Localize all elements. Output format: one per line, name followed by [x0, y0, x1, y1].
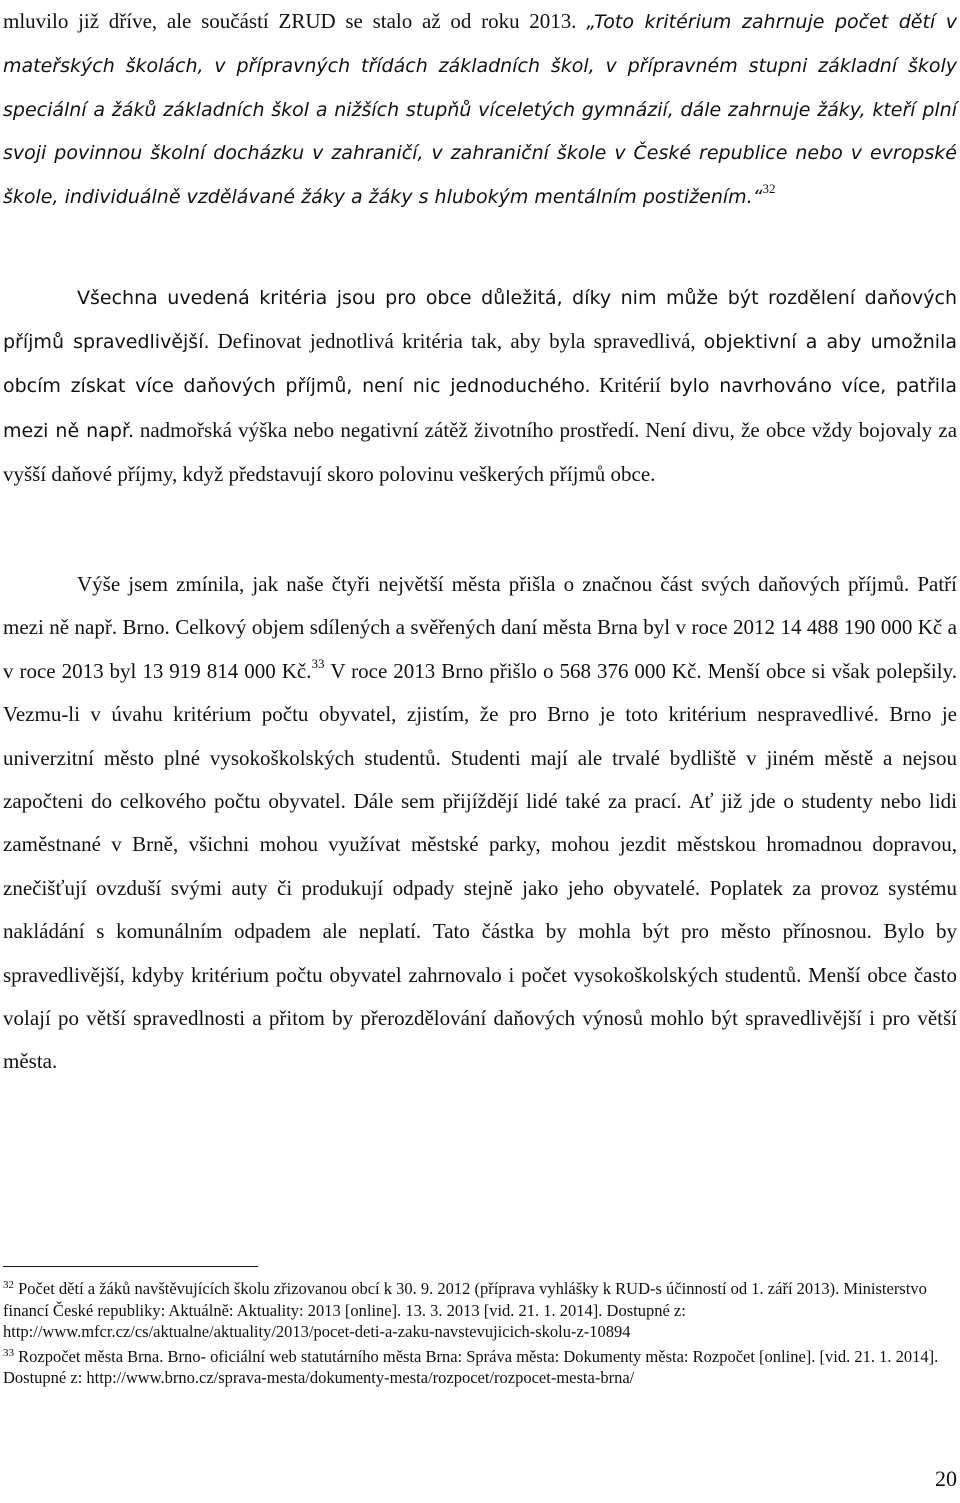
paragraph-3-s2: Patří mezi ně např. Brno.	[3, 572, 957, 640]
paragraph-1-quote: „Toto kritérium zahrnuje počet dětí v mateřských školách, v přípravných třídách základních škol, v přípravném stupni základní školy speciální a žáků základních škol a nižších stupňů víceletých gymnázií, dále zahrnuje žáky, kteří plní svoji povinnou školní docházku v zahraničí, v zahraniční škole v České republice nebo v evropské škole, individuálně vzdělávané žáky a žáky s hlubokým mentálním postižením.“	[3, 11, 957, 209]
footnote-number: 33	[3, 1346, 14, 1359]
paragraph-3	[3, 563, 957, 1084]
footnote-ref-32: 32	[762, 181, 776, 197]
footnote-ref-33: 33	[311, 655, 325, 671]
paragraph-2	[3, 277, 957, 497]
footnote-text: Počet dětí a žáků navštěvujících školu zřizovanou obcí k 30. 9. 2012 (příprava vyhlášky k RUD-s účinností od 1. září 2013). Ministerstvo financí České republiky: Aktuálně: Aktuality: 2013 [online]. 13. 3. 2013 [vid. 21. 1. 2014]. Dostupné z: http://www.mfcr.cz/cs/aktualne/aktuality/2013/pocet-deti-a-zaku-navstevujicich-skolu-z-10894	[3, 1279, 927, 1341]
paragraph-3-s6: Vezmu-li v úvahu kritérium počtu obyvatel, zjistím, že pro Brno je toto kritérium nespravedlivé.	[3, 702, 879, 727]
paragraph-3-s11: Poplatek za provoz systému nakládání s komunálním odpadem ale neplatí.	[3, 875, 957, 944]
paragraph-2-part-a: Všechna uvedená kritéria jsou pro obce důležitá, díky nim může být rozdělení daňových příjmů spravedlivější.	[3, 287, 957, 354]
paragraph-2-part-g: Není divu, že obce vždy bojovaly za vyšší daňové příjmy, když představují skoro polovinu veškerých příjmů obce.	[3, 417, 958, 486]
paragraph-3-s14: Menší obce často volají po větší spravedlnosti a přitom by přerozdělování daňových výnosů mohlo být spravedlivější i pro větší města.	[3, 962, 958, 1074]
footnote-33	[3, 1346, 953, 1389]
paragraph-1-lead: mluvilo již dříve, ale součástí ZRUD se stalo až od roku 2013.	[3, 9, 577, 33]
page-number: 20	[935, 1466, 957, 1491]
footnotes	[3, 1278, 953, 1392]
paragraph-3-s7: Brno je univerzitní město plné vysokoškolských studentů.	[3, 702, 957, 770]
paragraph-3-s12: Tato částka by mohla být pro město přínosnou.	[432, 919, 872, 944]
paragraph-1	[3, 0, 957, 219]
paragraph-2-part-c: objektivní a aby umožnila obcím získat více daňových příjmů, není nic jednoduchého.	[3, 331, 958, 398]
paragraph-3-s13: Bylo by spravedlivější, kdyby kritérium počtu obyvatel zahrnovalo i počet vysokoškolských studentů.	[3, 919, 958, 987]
paragraph-3-s5: Menší obce si však polepšily.	[707, 658, 957, 683]
footnote-32	[3, 1278, 953, 1343]
footnote-number: 32	[3, 1279, 14, 1291]
paragraph-2-part-e: bylo navrhováno více, patřila mezi ně např.	[3, 375, 957, 442]
paragraph-3-s8: Studenti mají ale trvalé bydliště v jiném městě a nejsou započteni do celkového počtu obyvatel.	[3, 745, 958, 814]
footnote-text: Rozpočet města Brna. Brno- oficiální web statutárního města Brna: Správa města: Dokumenty města: Rozpočet [online]. [vid. 21. 1. 2014]. Dostupné z: http://www.brno.cz/sprava-mesta/dokumenty-mesta/rozpocet/rozpocet-mesta-brna/	[3, 1346, 939, 1387]
paragraph-2-part-f: nadmořská výška nebo negativní zátěž životního prostředí.	[139, 417, 640, 442]
paragraph-3-s10: Ať již jde o studenty nebo lidi zaměstnané v Brně, všichni mohou využívat městské parky, mohou jezdit městskou hromadnou dopravou, znečišťují ovzduší svými auty či produkují odpady stejně jako jeho obyvatelé.	[3, 789, 957, 900]
footnote-separator	[3, 1266, 258, 1267]
paragraph-2-part-b: Definovat jednotlivá kritéria tak, aby byla spravedlivá,	[217, 329, 696, 354]
paragraph-3-s3: Celkový objem sdílených a svěřených daní města Brna byl v roce 2012 14 488 190 000 Kč a v roce 2013 byl 13 919 814 000 Kč.	[3, 615, 958, 683]
paragraph-3-s4: V roce 2013 Brno přišlo o 568 376 000 Kč.	[330, 658, 702, 683]
paragraph-3-s9: Dále sem přijíždějí lidé také za prací.	[353, 789, 682, 814]
paragraph-3-s1: Výše jsem zmínila, jak naše čtyři největší města přišla o značnou část svých daňových příjmů.	[77, 572, 910, 596]
paragraph-2-part-d: Kritérií	[599, 373, 661, 398]
